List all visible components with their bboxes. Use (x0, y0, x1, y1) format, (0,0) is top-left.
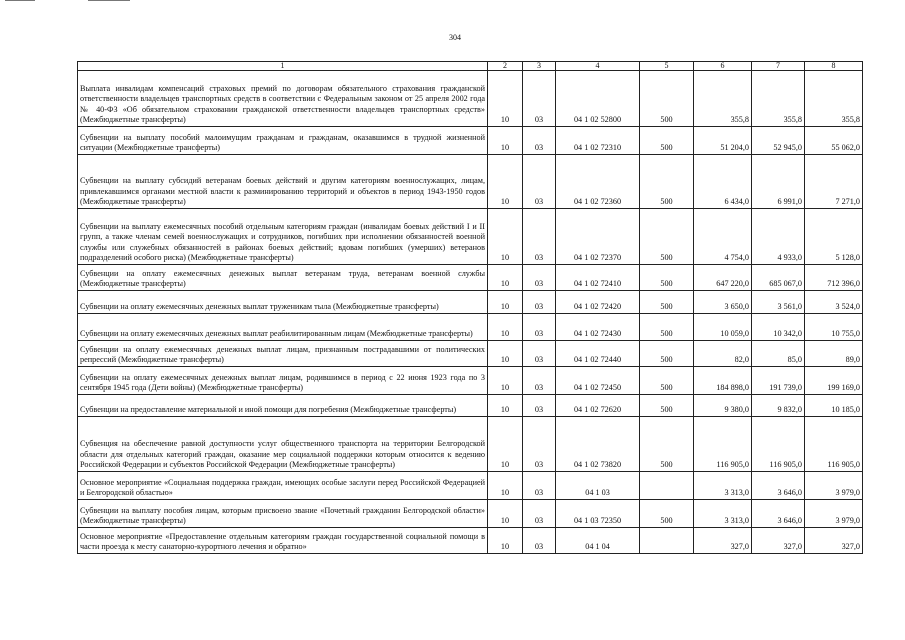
cell-rz: 10 (488, 417, 523, 472)
cell-v2: 10 342,0 (752, 314, 805, 341)
cell-rz: 10 (488, 472, 523, 500)
cell-vr: 500 (640, 314, 694, 341)
cell-vr: 500 (640, 71, 694, 127)
budget-table (77, 61, 863, 554)
cell-vr: 500 (640, 367, 694, 395)
cell-v1: 6 434,0 (694, 155, 752, 209)
cell-v1: 116 905,0 (694, 417, 752, 472)
column-header: 5 (640, 62, 694, 71)
cell-v2: 191 739,0 (752, 367, 805, 395)
cell-v2: 85,0 (752, 341, 805, 367)
cell-rz: 10 (488, 367, 523, 395)
cell-v1: 3 313,0 (694, 472, 752, 500)
cell-csr: 04 1 02 52800 (556, 71, 640, 127)
cell-v3: 3 979,0 (805, 472, 863, 500)
table-row (78, 209, 863, 265)
cell-v1: 355,8 (694, 71, 752, 127)
cell-v1: 3 650,0 (694, 291, 752, 314)
cell-v2: 3 646,0 (752, 500, 805, 528)
column-header: 1 (78, 62, 488, 71)
cell-pr: 03 (523, 367, 556, 395)
cell-name: Субвенции на оплату ежемесячных денежных выплат труженикам тыла (Межбюджетные трансферты) (78, 291, 488, 314)
cell-csr: 04 1 02 72620 (556, 395, 640, 417)
cell-v3: 3 979,0 (805, 500, 863, 528)
cell-name: Основное мероприятие «Социальная поддержка граждан, имеющих особые заслуги перед Российской Федерацией и Белгородской областью» (78, 472, 488, 500)
table-row (78, 341, 863, 367)
cell-csr: 04 1 02 72370 (556, 209, 640, 265)
header-row (78, 62, 863, 71)
page-number: 304 (449, 33, 461, 42)
cell-name: Основное мероприятие «Предоставление отдельным категориям граждан государственной социальной помощи в части проезда к месту санаторно-курортного лечения и обратно» (78, 528, 488, 554)
cell-csr: 04 1 04 (556, 528, 640, 554)
cell-v1: 51 204,0 (694, 127, 752, 155)
cell-csr: 04 1 02 72360 (556, 155, 640, 209)
cell-name: Субвенции на выплату субсидий ветеранам боевых действий и другим категориям военнослужащих, лицам, привлекавшимся органами местной власти к разминированию территорий и объектов в период 1943-1950 годов (Межбюджетные трансферты) (78, 155, 488, 209)
cell-v3: 116 905,0 (805, 417, 863, 472)
cell-pr: 03 (523, 155, 556, 209)
cell-pr: 03 (523, 500, 556, 528)
cell-pr: 03 (523, 209, 556, 265)
cell-vr (640, 472, 694, 500)
cell-v1: 10 059,0 (694, 314, 752, 341)
table-row (78, 472, 863, 500)
cell-name: Субвенции на оплату ежемесячных денежных выплат ветеранам труда, ветеранам военной службы (Межбюджетные трансферты) (78, 265, 488, 291)
table-row (78, 367, 863, 395)
cell-v3: 327,0 (805, 528, 863, 554)
cell-rz: 10 (488, 291, 523, 314)
cell-name: Субвенция на обеспечение равной доступности услуг общественного транспорта на территории Белгородской области для отдельных категорий граждан, оказание мер социальной поддержки которым относится к ведению Российской Федерации и субъектов Российской Федерации (Межбюджетные трансферты) (78, 417, 488, 472)
cell-v2: 3 561,0 (752, 291, 805, 314)
cell-name: Субвенции на выплату пособий малоимущим гражданам и гражданам, оказавшимся в трудной жизненной ситуации (Межбюджетные трансферты) (78, 127, 488, 155)
cell-csr: 04 1 02 72430 (556, 314, 640, 341)
cell-csr: 04 1 03 72350 (556, 500, 640, 528)
cell-pr: 03 (523, 472, 556, 500)
cell-name: Субвенции на предоставление материальной и иной помощи для погребения (Межбюджетные трансферты) (78, 395, 488, 417)
cell-name: Субвенции на выплату ежемесячных пособий отдельным категориям граждан (инвалидам боевых действий I и II групп, а также членам семей военнослужащих и сотрудников, погибших при исполнении обязанностей военной службы или служебных обязанностей в районах боевых действий; вдовам погибших (умерших) ветеранов подразделений особого риска) (Межбюджетные трансферты) (78, 209, 488, 265)
cell-vr: 500 (640, 265, 694, 291)
cell-v3: 10 185,0 (805, 395, 863, 417)
cell-v1: 647 220,0 (694, 265, 752, 291)
column-header: 8 (805, 62, 863, 71)
cell-pr: 03 (523, 71, 556, 127)
table-row (78, 291, 863, 314)
table-row (78, 71, 863, 127)
cell-csr: 04 1 02 72450 (556, 367, 640, 395)
cell-csr: 04 1 02 72420 (556, 291, 640, 314)
cell-name: Субвенции на оплату ежемесячных денежных выплат лицам, признанным пострадавшими от политических репрессий (Межбюджетные трансферты) (78, 341, 488, 367)
column-header: 2 (488, 62, 523, 71)
cell-name: Субвенции на оплату ежемесячных денежных выплат лицам, родившимся в период с 22 июня 1923 года по 3 сентября 1945 года (Дети войны) (Межбюджетные трансферты) (78, 367, 488, 395)
cell-pr: 03 (523, 127, 556, 155)
cell-v3: 355,8 (805, 71, 863, 127)
cell-v1: 82,0 (694, 341, 752, 367)
cell-v2: 327,0 (752, 528, 805, 554)
cell-rz: 10 (488, 209, 523, 265)
cell-v1: 3 313,0 (694, 500, 752, 528)
table-row (78, 500, 863, 528)
table-body (78, 71, 863, 554)
cell-vr: 500 (640, 341, 694, 367)
cell-v3: 55 062,0 (805, 127, 863, 155)
cell-v2: 6 991,0 (752, 155, 805, 209)
cell-csr: 04 1 02 73820 (556, 417, 640, 472)
cell-pr: 03 (523, 291, 556, 314)
cell-v1: 327,0 (694, 528, 752, 554)
cell-rz: 10 (488, 528, 523, 554)
table-row (78, 155, 863, 209)
cell-v3: 199 169,0 (805, 367, 863, 395)
cell-rz: 10 (488, 314, 523, 341)
cell-rz: 10 (488, 500, 523, 528)
cell-v2: 116 905,0 (752, 417, 805, 472)
column-header: 4 (556, 62, 640, 71)
cell-vr: 500 (640, 500, 694, 528)
cell-name: Субвенции на оплату ежемесячных денежных выплат реабилитированным лицам (Межбюджетные трансферты) (78, 314, 488, 341)
cell-v2: 3 646,0 (752, 472, 805, 500)
cell-v3: 89,0 (805, 341, 863, 367)
cell-v3: 10 755,0 (805, 314, 863, 341)
cell-vr: 500 (640, 209, 694, 265)
cell-rz: 10 (488, 155, 523, 209)
table-row (78, 265, 863, 291)
cell-pr: 03 (523, 265, 556, 291)
table-row (78, 395, 863, 417)
cell-rz: 10 (488, 341, 523, 367)
cell-v3: 7 271,0 (805, 155, 863, 209)
cell-name: Выплата инвалидам компенсаций страховых премий по договорам обязательного страхования гражданской ответственности владельцев транспортных средств в соответствии с Федеральным законом от 25 апреля 2002 года № 40-ФЗ «Об обязательном страховании гражданской ответственности владельцев транспортных средств» (Межбюджетные трансферты) (78, 71, 488, 127)
cell-vr: 500 (640, 155, 694, 209)
cell-name: Субвенции на выплату пособия лицам, которым присвоено звание «Почетный гражданин Белгородской области» (Межбюджетные трансферты) (78, 500, 488, 528)
cell-vr: 500 (640, 291, 694, 314)
cell-rz: 10 (488, 71, 523, 127)
cell-v2: 355,8 (752, 71, 805, 127)
cell-csr: 04 1 02 72310 (556, 127, 640, 155)
scan-mark-left (5, 0, 35, 1)
cell-vr: 500 (640, 395, 694, 417)
cell-v2: 685 067,0 (752, 265, 805, 291)
cell-pr: 03 (523, 395, 556, 417)
cell-pr: 03 (523, 314, 556, 341)
cell-v1: 184 898,0 (694, 367, 752, 395)
column-header: 7 (752, 62, 805, 71)
column-header: 3 (523, 62, 556, 71)
table-row (78, 417, 863, 472)
cell-csr: 04 1 03 (556, 472, 640, 500)
cell-rz: 10 (488, 127, 523, 155)
cell-pr: 03 (523, 417, 556, 472)
cell-v3: 5 128,0 (805, 209, 863, 265)
cell-csr: 04 1 02 72440 (556, 341, 640, 367)
cell-v3: 712 396,0 (805, 265, 863, 291)
column-header: 6 (694, 62, 752, 71)
table-row (78, 127, 863, 155)
cell-vr: 500 (640, 417, 694, 472)
table-row (78, 314, 863, 341)
cell-pr: 03 (523, 341, 556, 367)
cell-v2: 52 945,0 (752, 127, 805, 155)
cell-rz: 10 (488, 395, 523, 417)
scan-mark-right (88, 0, 130, 1)
cell-vr (640, 528, 694, 554)
cell-v1: 9 380,0 (694, 395, 752, 417)
cell-v2: 4 933,0 (752, 209, 805, 265)
cell-vr: 500 (640, 127, 694, 155)
cell-csr: 04 1 02 72410 (556, 265, 640, 291)
cell-v1: 4 754,0 (694, 209, 752, 265)
cell-v2: 9 832,0 (752, 395, 805, 417)
cell-rz: 10 (488, 265, 523, 291)
cell-pr: 03 (523, 528, 556, 554)
table-row (78, 528, 863, 554)
cell-v3: 3 524,0 (805, 291, 863, 314)
